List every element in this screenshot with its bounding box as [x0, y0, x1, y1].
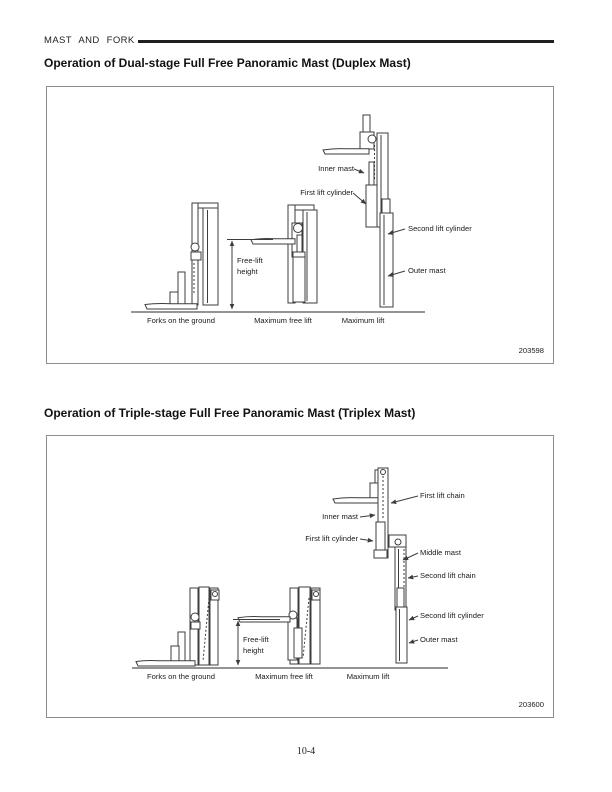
figure1-title: Operation of Dual-stage Full Free Panoramic Mast (Duplex Mast)	[44, 56, 411, 70]
triplex-maximum-lift-art	[333, 468, 407, 663]
figure2-box	[46, 435, 554, 718]
caption-maximum-lift: Maximum lift	[341, 316, 385, 325]
free-lift-line2: height	[243, 645, 264, 655]
free-lift-line1: Free-lift	[243, 635, 269, 644]
section-label: MAST AND FORK	[44, 35, 135, 46]
callout-second-lift-chain: Second lift chain	[420, 571, 476, 580]
free-lift-line2: height	[237, 266, 258, 276]
callout-first-lift-cylinder: First lift cylinder	[305, 534, 358, 543]
callout-second-lift-cylinder: Second lift cylinder	[408, 224, 472, 233]
callout-outer-mast: Outer mast	[408, 266, 446, 275]
free-lift-height-label	[243, 635, 269, 656]
caption-maximum-free-lift: Maximum free lift	[255, 672, 313, 681]
figure1-box	[46, 86, 554, 364]
callout-first-lift-chain: First lift chain	[420, 491, 465, 500]
callout-second-lift-cylinder: Second lift cylinder	[420, 611, 484, 620]
figure1-number: 203598	[518, 346, 544, 355]
figure2-number: 203600	[518, 700, 544, 709]
caption-maximum-lift: Maximum lift	[346, 672, 390, 681]
figure2-title: Operation of Triple-stage Full Free Panoramic Mast (Triplex Mast)	[44, 406, 416, 420]
caption-maximum-free-lift: Maximum free lift	[254, 316, 312, 325]
free-lift-height-label	[237, 256, 263, 277]
triplex-forks-on-ground-art	[136, 587, 219, 666]
callout-middle-mast: Middle mast	[420, 548, 461, 557]
callout-inner-mast: Inner mast	[318, 164, 354, 173]
free-lift-line1: Free-lift	[237, 256, 263, 265]
callout-first-lift-cylinder: First lift cylinder	[300, 188, 353, 197]
duplex-forks-on-ground-art	[145, 203, 218, 309]
duplex-maximum-free-lift-art	[251, 205, 317, 303]
header-rule	[138, 40, 554, 43]
duplex-maximum-lift-art	[323, 115, 393, 307]
page-number: 10-4	[296, 746, 316, 757]
figure2-leader-lines	[360, 496, 418, 643]
caption-forks-on-ground: Forks on the ground	[147, 672, 215, 681]
callout-outer-mast: Outer mast	[420, 635, 458, 644]
callout-inner-mast: Inner mast	[322, 512, 358, 521]
caption-forks-on-ground: Forks on the ground	[147, 316, 215, 325]
